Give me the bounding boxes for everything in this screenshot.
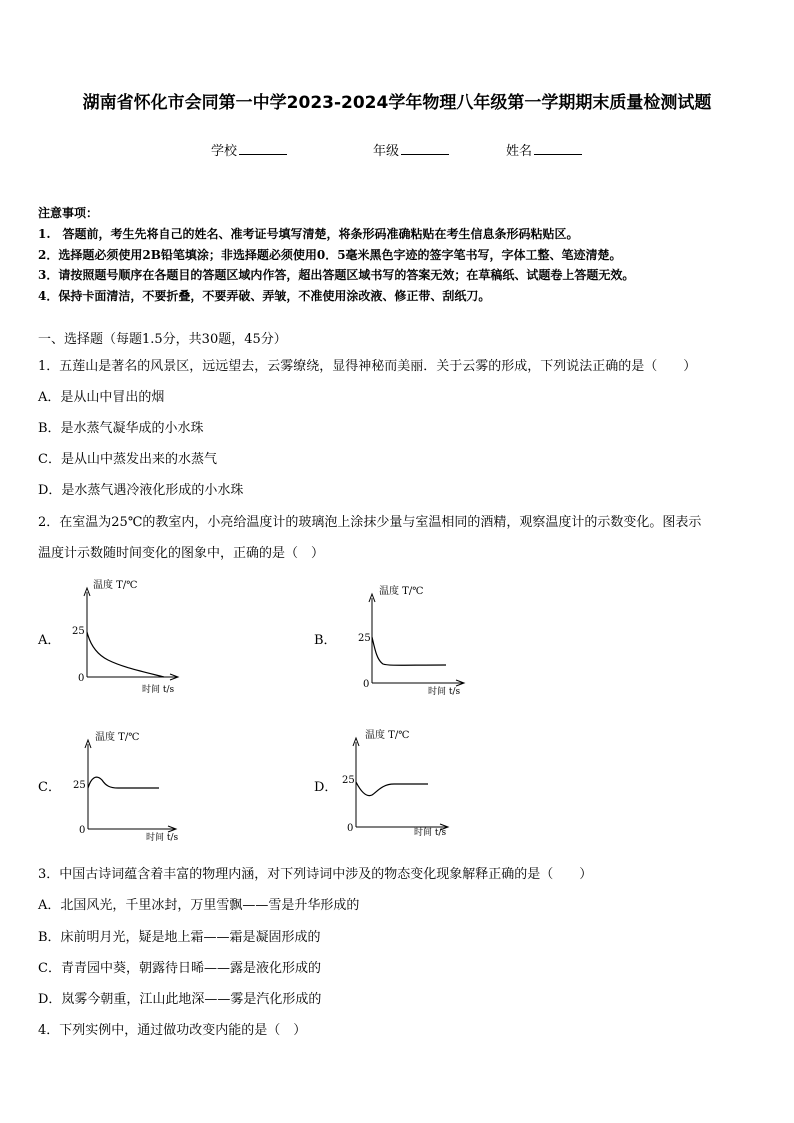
name-blank[interactable] (534, 142, 582, 155)
origin-label: 0 (78, 673, 85, 684)
school-field (211, 140, 287, 159)
origin-label: 0 (79, 825, 86, 836)
q3-option-b[interactable]: B．床前明月光，疑是地上霜——霜是凝固形成的 (38, 930, 321, 945)
y-axis-label: 温度 T/℃ (379, 586, 424, 597)
note-item: 1. 答题前，考生先将自己的姓名、准考证号填写清楚，将条形码准确粘贴在考生信息条形码粘贴区。 (38, 227, 579, 241)
q2-chart-d[interactable] (332, 724, 472, 844)
q3-option-d[interactable]: D．岚雾今朝重，江山此地深——雾是汽化形成的 (38, 992, 322, 1007)
x-axis-label: 时间 t/s (414, 828, 447, 838)
question-1-stem: 1．五莲山是著名的风景区，远远望去，云雾缭绕，显得神秘而美丽．关于云雾的形成，下列说法正确的是（ ） (38, 359, 697, 374)
x-axis-label: 时间 t/s (146, 833, 179, 843)
origin-label: 0 (347, 823, 354, 834)
grade-label: 年级 (373, 144, 400, 159)
page-title: 湖南省怀化市会同第一中学2023-2024学年物理八年级第一学期期末质量检测试题 (82, 93, 712, 113)
question-3-stem: 3．中国古诗词蕴含着丰富的物理内涵，对下列诗词中涉及的物态变化现象解释正确的是（ ） (38, 867, 593, 882)
temperature-curve (87, 632, 164, 677)
name-field (506, 140, 582, 159)
q2-option-c-label[interactable]: C． (38, 780, 61, 795)
temperature-curve (356, 782, 428, 796)
note-item: 2．选择题必须使用2B铅笔填涂；非选择题必须使用0．5毫米黑色字迹的签字笔书写，字体工整、笔迹清楚。 (38, 248, 622, 262)
question-2-stem-line1: 2．在室温为25℃的教室内，小亮给温度计的玻璃泡上涂抹少量与室温相同的酒精，观察温度计的示数变化。图表示 (38, 515, 702, 530)
tick-25: 25 (342, 775, 355, 786)
question-4-stem: 4．下列实例中，通过做功改变内能的是（ ） (38, 1023, 307, 1038)
grade-blank[interactable] (401, 142, 449, 155)
temperature-curve (88, 777, 159, 788)
section-heading: 一、选择题（每题1.5分，共30题，45分） (38, 332, 287, 347)
school-blank[interactable] (239, 142, 287, 155)
q3-option-c[interactable]: C．青青园中葵，朝露待日晞——露是液化形成的 (38, 961, 321, 976)
q3-option-a[interactable]: A．北国风光，千里冰封，万里雪飘——雪是升华形成的 (38, 898, 360, 913)
q1-option-c[interactable]: C．是从山中蒸发出来的水蒸气 (38, 452, 217, 467)
tick-25: 25 (73, 780, 86, 791)
notes-heading: 注意事项： (38, 206, 99, 220)
y-axis-label: 温度 T/℃ (365, 730, 410, 741)
q1-option-a[interactable]: A．是从山中冒出的烟 (38, 390, 165, 405)
q2-chart-c[interactable] (62, 726, 202, 846)
school-label: 学校 (211, 144, 238, 159)
tick-25: 25 (72, 626, 85, 637)
q2-chart-a[interactable] (60, 574, 200, 694)
y-axis-label: 温度 T/℃ (95, 732, 140, 743)
note-item: 3．请按照题号顺序在各题目的答题区域内作答，超出答题区域书写的答案无效；在草稿纸、试题卷上答题无效。 (38, 268, 635, 282)
x-axis-label: 时间 t/s (142, 685, 175, 694)
q2-option-d-label[interactable]: D． (314, 780, 338, 795)
q2-option-b-label[interactable]: B． (314, 633, 337, 648)
x-axis-label: 时间 t/s (428, 687, 461, 697)
note-item: 4．保持卡面清洁，不要折叠，不要弄破、弄皱，不准使用涂改液、修正带、刮纸刀。 (38, 289, 491, 303)
y-axis-label: 温度 T/℃ (93, 580, 138, 591)
question-2-stem-line2: 温度计示数随时间变化的图象中，正确的是（ ） (38, 546, 325, 561)
q1-option-d[interactable]: D．是水蒸气遇冷液化形成的小水珠 (38, 483, 244, 498)
name-label: 姓名 (506, 144, 533, 159)
tick-25: 25 (358, 633, 371, 644)
grade-field (373, 140, 449, 159)
temperature-curve (372, 637, 446, 665)
q1-option-b[interactable]: B．是水蒸气凝华成的小水珠 (38, 421, 204, 436)
q2-chart-b[interactable] (346, 580, 486, 700)
q2-option-a-label[interactable]: A． (38, 633, 61, 648)
origin-label: 0 (363, 679, 370, 690)
